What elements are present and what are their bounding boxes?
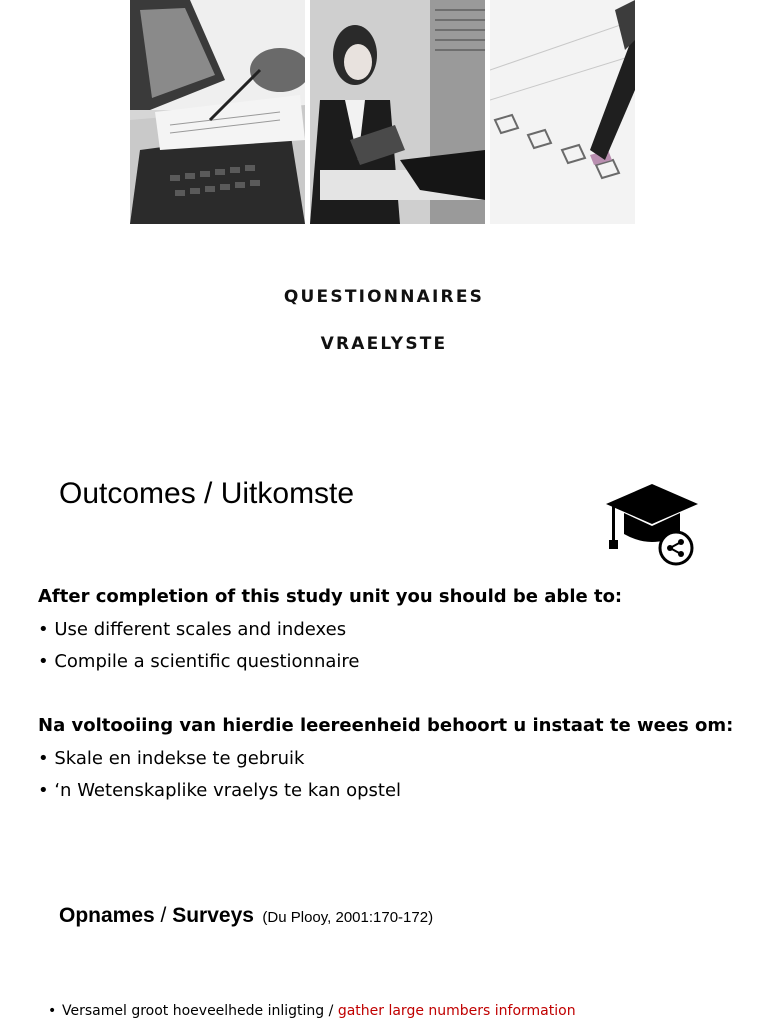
outcomes-heading: Outcomes / Uitkomste [59, 477, 355, 510]
surveys-title-afrikaans: Opnames [59, 904, 155, 927]
laptop-photo [130, 0, 305, 224]
cover-title-afrikaans: VRAELYSTE [320, 334, 448, 354]
outcomes-intro-english: After completion of this study unit you should be able to: [38, 586, 623, 607]
graduation-cap-share-icon [604, 482, 700, 566]
outcome-item: • ‘n Wetenskaplike vraelys te kan opstel [38, 780, 402, 801]
surveys-list-item [48, 1003, 576, 1019]
businesswoman-photo [310, 0, 485, 224]
bullet-marker: • [48, 1003, 57, 1019]
checklist-photo [490, 0, 635, 224]
surveys-item-english: gather large numbers information [337, 1003, 576, 1019]
surveys-title-separator: / [154, 904, 173, 927]
cover-photo-strip [130, 0, 635, 224]
outcomes-intro-afrikaans: Na voltooiing van hierdie leereenheid behoort u instaat te wees om: [38, 715, 734, 736]
outcome-item: • Compile a scientific questionnaire [38, 651, 360, 672]
cover-title-english: QUESTIONNAIRES [283, 287, 485, 307]
surveys-item-afrikaans: Versamel groot hoeveelhede inligting / [62, 1003, 338, 1019]
surveys-heading [59, 904, 433, 928]
outcome-item: • Skale en indekse te gebruik [38, 748, 305, 769]
outcome-item: • Use different scales and indexes [38, 619, 347, 640]
surveys-title-english: Surveys [172, 904, 254, 927]
surveys-citation: (Du Plooy, 2001:170-172) [262, 909, 434, 926]
